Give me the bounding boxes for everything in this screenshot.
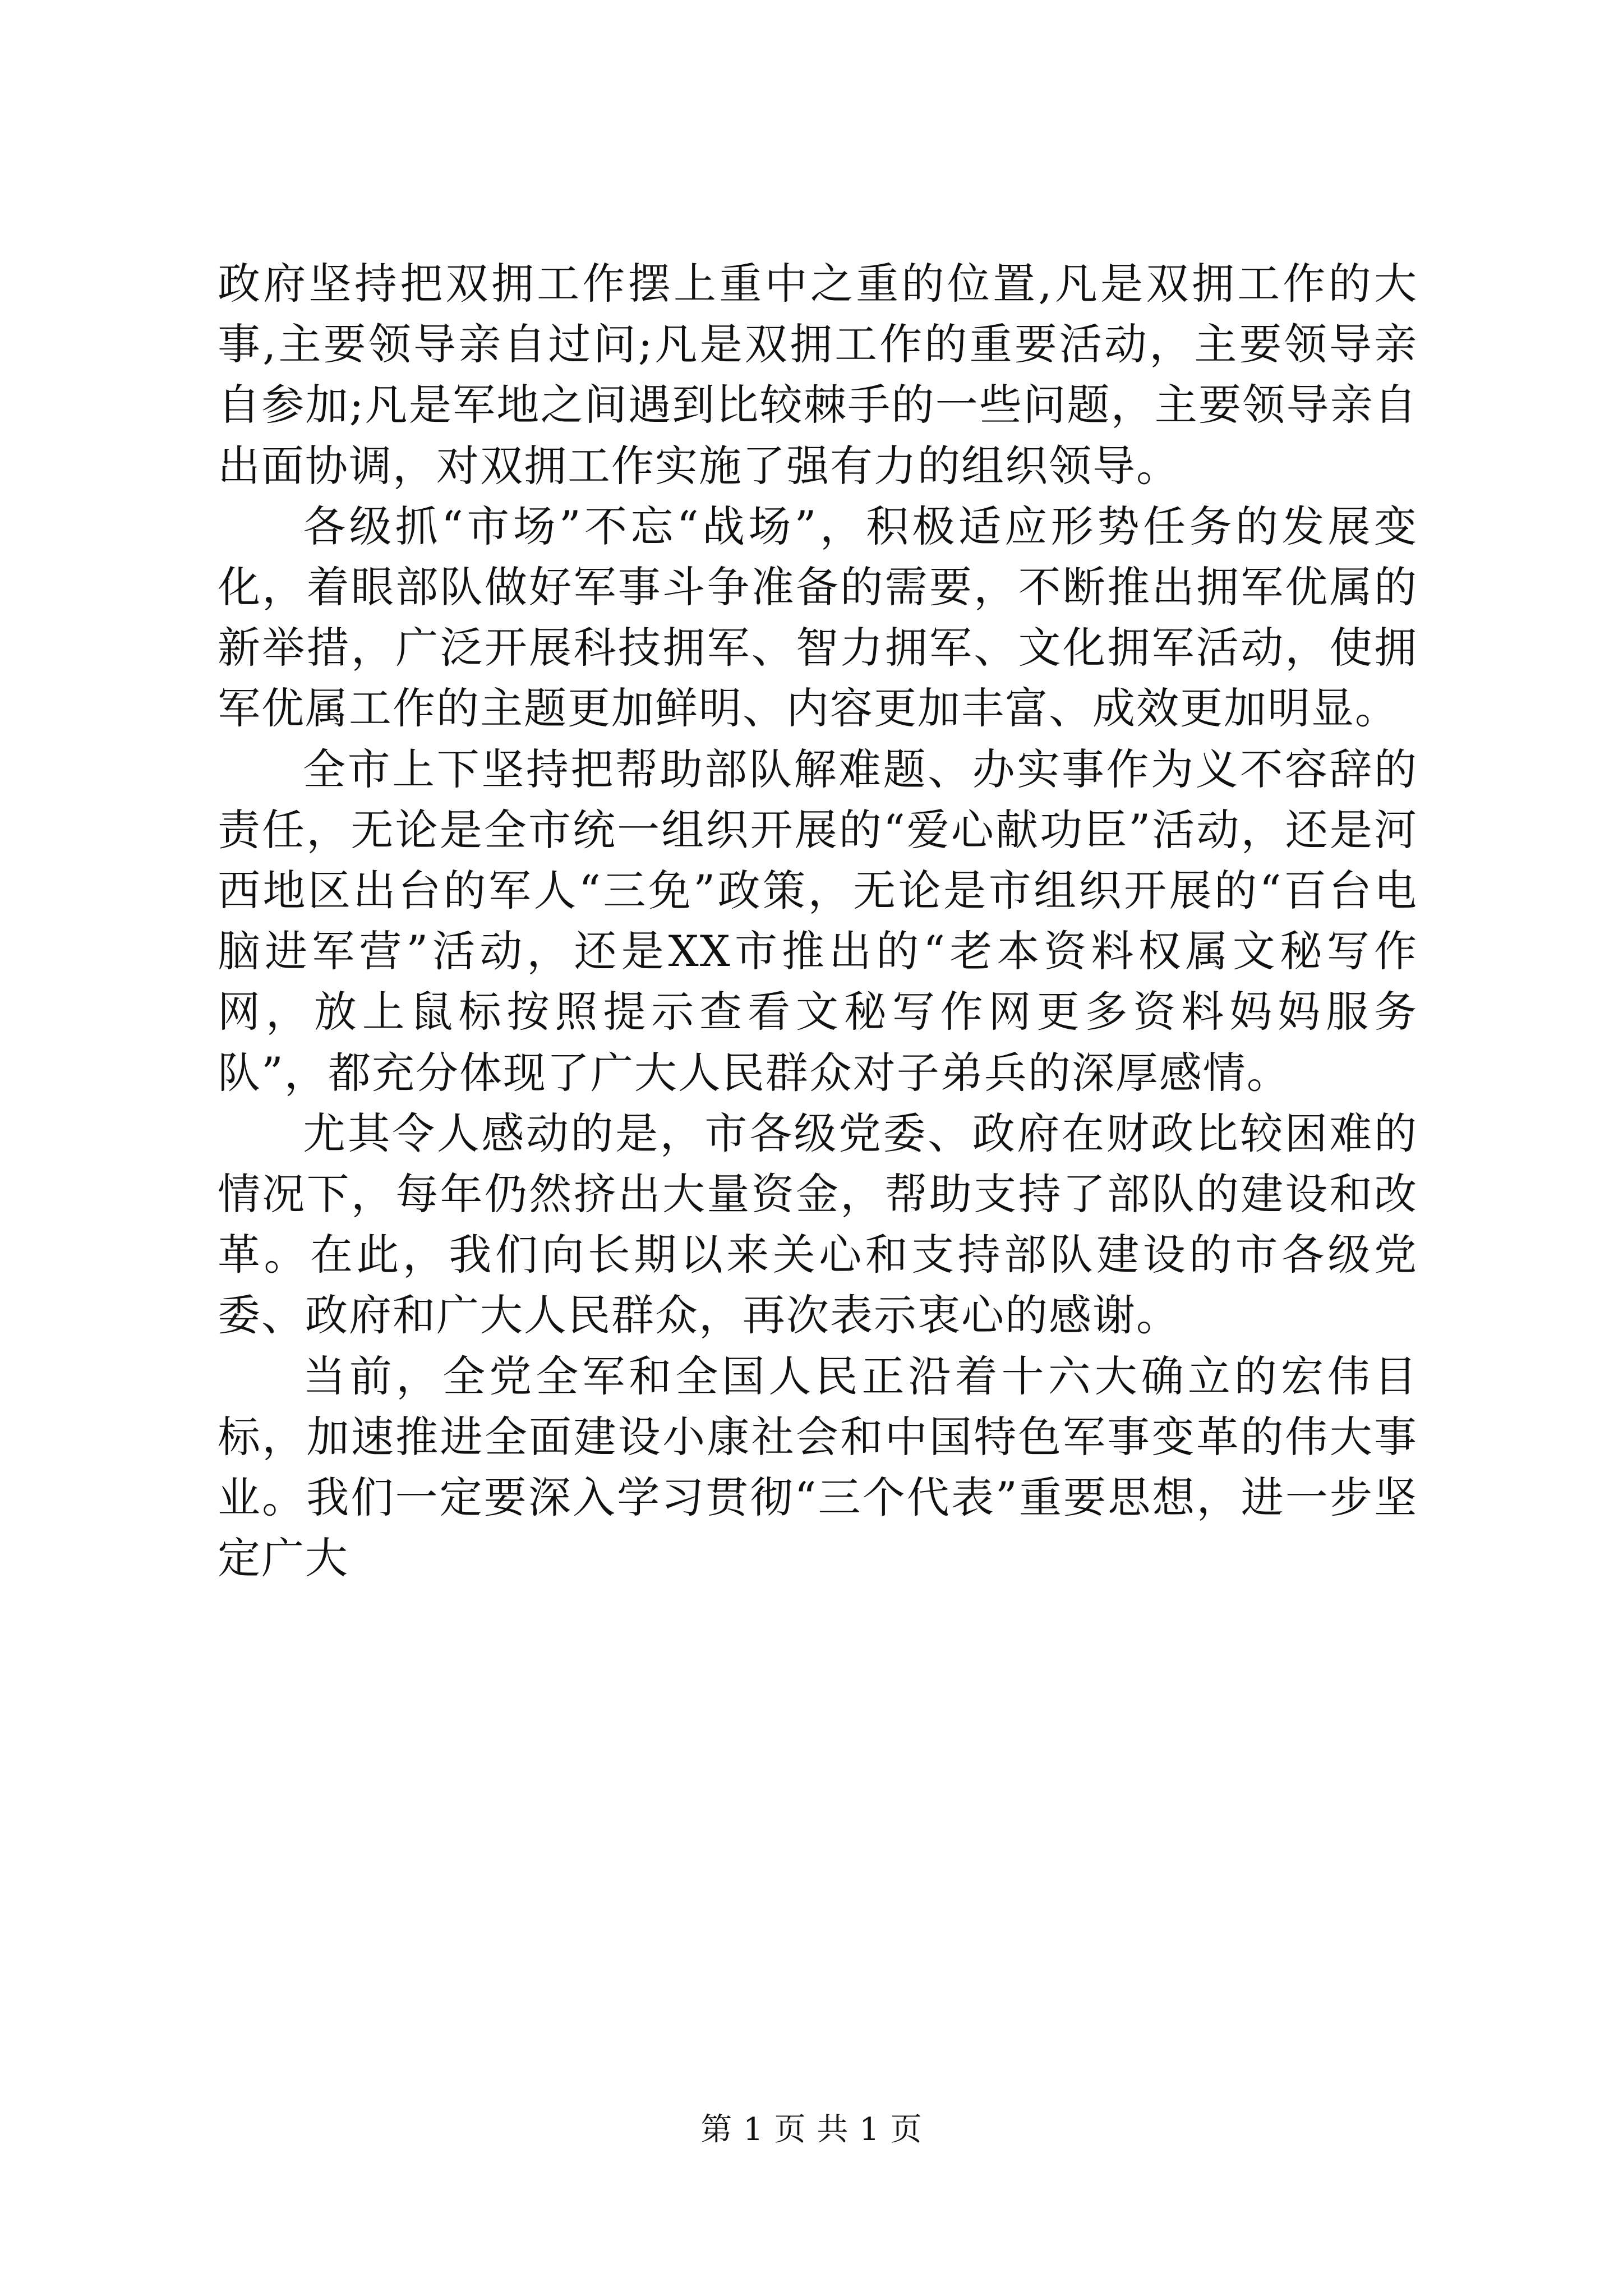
paragraph-4: 尤其令人感动的是，市各级党委、政府在财政比较困难的情况下，每年仍然挤出大量资金，帮助支持了部队的建设和改革。在此，我们向长期以来关心和支持部队建设的市各级党委、政府和广大人民群众，再次表示衷心的感谢。 bbox=[218, 1108, 1418, 1341]
page-number-footer: 第 1 页 共 1 页 bbox=[700, 2111, 923, 2148]
document-body bbox=[218, 254, 1418, 1589]
paragraph-1: 政府坚持把双拥工作摆上重中之重的位置,凡是双拥工作的大事,主要领导亲自过问;凡是双拥工作的重要活动，主要领导亲自参加;凡是军地之间遇到比较棘手的一些问题，主要领导亲自出面协调，对双拥工作实施了强有力的组织领导。 bbox=[218, 259, 1418, 491]
paragraph-3: 全市上下坚持把帮助部队解难题、办实事作为义不容辞的责任，无论是全市统一组织开展的“爱心献功臣”活动，还是河西地区出台的军人“三免”政策，无论是市组织开展的“百台电脑进军营”活动，还是XX市推出的“老本资料权属文秘写作网，放上鼠标按照提示查看文秘写作网更多资料妈妈服务队”，都充分体现了广大人民群众对子弟兵的深厚感情。 bbox=[218, 744, 1418, 1098]
paragraph-5: 当前，全党全军和全国人民正沿着十六大确立的宏伟目标，加速推进全面建设小康社会和中国特色军事变革的伟大事业。我们一定要深入学习贯彻“三个代表”重要思想，进一步坚定广大 bbox=[218, 1351, 1418, 1584]
paragraph-2: 各级抓“市场”不忘“战场”，积极适应形势任务的发展变化，着眼部队做好军事斗争准备的需要，不断推出拥军优属的新举措，广泛开展科技拥军、智力拥军、文化拥军活动，使拥军优属工作的主题更加鲜明、内容更加丰富、成效更加明显。 bbox=[218, 501, 1418, 734]
